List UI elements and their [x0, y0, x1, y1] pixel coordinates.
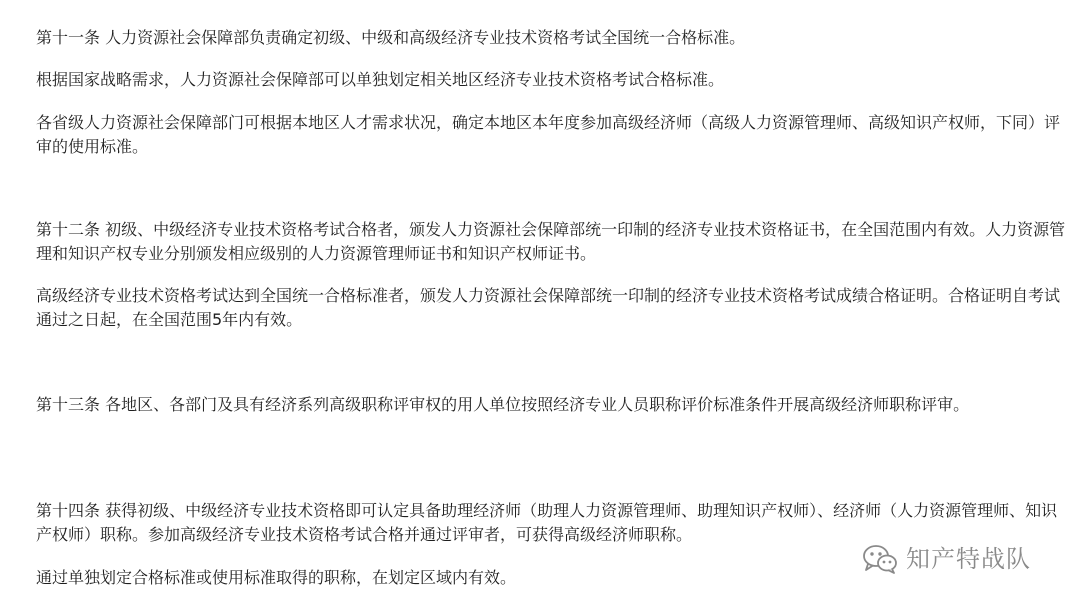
article-13-paragraph: 第十三条 各地区、各部门及具有经济系列高级职称评审权的用人单位按照经济专业人员职称评价标准条件开展高级经济师职称评审。: [36, 395, 970, 414]
wechat-icon: [862, 544, 898, 574]
watermark-text: 知产特战队: [906, 545, 1031, 573]
regional-validity-paragraph: 通过单独划定合格标准或使用标准取得的职称，在划定区域内有效。: [36, 568, 517, 587]
national-strategy-paragraph: 根据国家战略需求，人力资源社会保障部可以单独划定相关地区经济专业技术资格考试合格标准。: [36, 70, 725, 89]
provincial-standard-paragraph: 各省级人力资源社会保障部门可根据本地区人才需求状况，确定本地区本年度参加高级经济师（高级人力资源管理师、高级知识产权师，下同）评审的使用标准。: [36, 113, 1061, 156]
article-12-paragraph: 第十二条 初级、中级经济专业技术资格考试合格者，颁发人力资源社会保障部统一印制的经济专业技术资格证书，在全国范围内有效。人力资源管理和知识产权专业分别颁发相应级别的人力资源管理师证书和知识产权师证书。: [36, 220, 1066, 263]
article-11-paragraph: 第十一条 人力资源社会保障部负责确定初级、中级和高级经济专业技术资格考试全国统一合格标准。: [36, 28, 746, 47]
senior-exam-certificate-paragraph: 高级经济专业技术资格考试达到全国统一合格标准者，颁发人力资源社会保障部统一印制的经济专业技术资格考试成绩合格证明。合格证明自考试通过之日起，在全国范围5年内有效。: [36, 286, 1061, 329]
watermark: [862, 543, 1031, 575]
article-14-paragraph: 第十四条 获得初级、中级经济专业技术资格即可认定具备助理经济师（助理人力资源管理师、助理知识产权师）、经济师（人力资源管理师、知识产权师）职称。参加高级经济专业技术资格考试合格并通过评审者，可获得高级经济师职称。: [36, 501, 1058, 544]
